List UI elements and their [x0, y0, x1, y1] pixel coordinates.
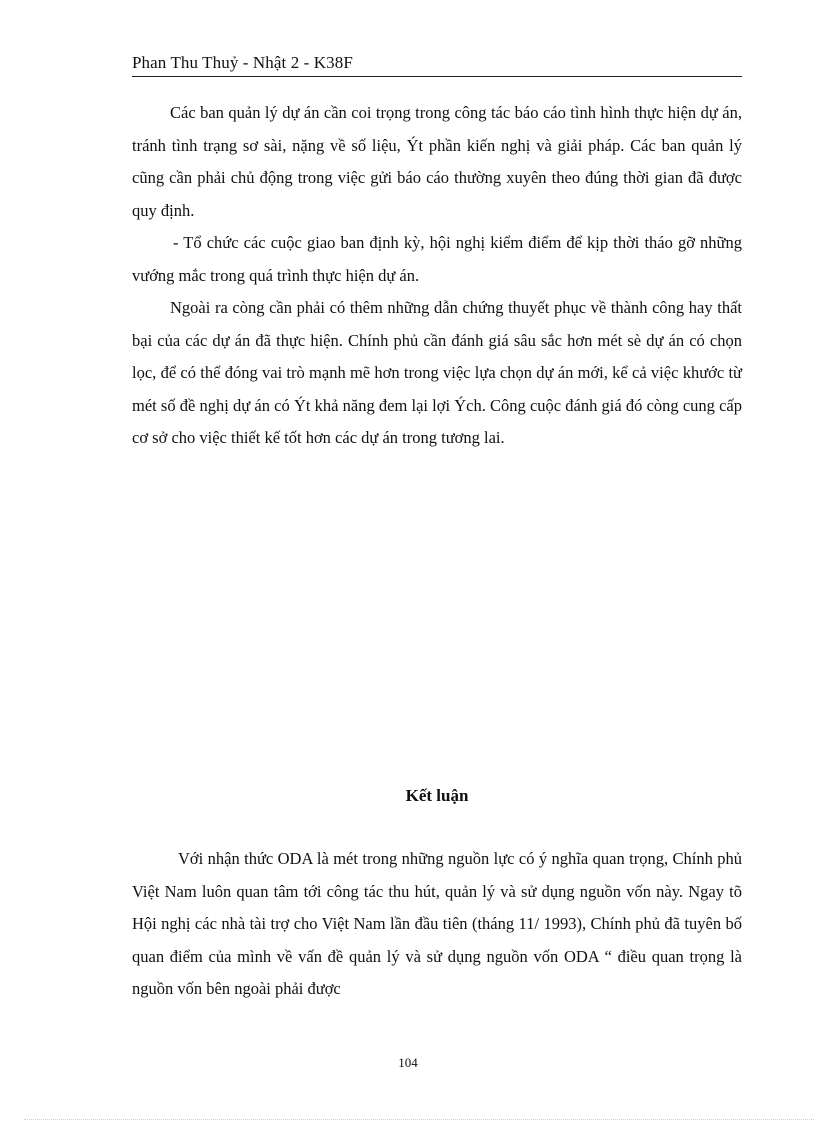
paragraph-reporting: Các ban quản lý dự án cần coi trọng trong công tác báo cáo tình hình thực hiện dự án, tránh tình trạng sơ sài, nặng về số liệu, Ýt phần kiến nghị và giải pháp. Các ban quản lý cũng cần phải chủ động trong việc gửi báo cáo thường xuyên theo đúng thời gian đã được quy định.	[132, 103, 742, 220]
body-content	[132, 97, 742, 455]
page-bottom-divider	[24, 1119, 814, 1120]
paragraph-evaluation: Ngoài ra còng cần phải có thêm những dẫn chứng thuyết phục về thành công hay thất bại của các dự án đã thực hiện. Chính phủ cần đánh giá sâu sắc hơn mét sè dự án có chọn lọc, để có thể đóng vai trò mạnh mẽ hơn trong việc lựa chọn dự án mới, kể cả việc khước từ mét số đề nghị dự án có Ýt khả năng đem lại lợi Ých. Công cuộc đánh giá đó còng cung cấp cơ sở cho việc thiết kế tốt hơn các dự án trong tương lai.	[132, 298, 742, 447]
page-header	[132, 52, 742, 77]
paragraph-meetings: - Tổ chức các cuộc giao ban định kỳ, hội nghị kiểm điểm để kịp thời tháo gỡ những vướng mắc trong quá trình thực hiện dự án.	[132, 233, 742, 285]
page-number: 104	[398, 1055, 418, 1070]
conclusion-section	[132, 843, 742, 1006]
conclusion-paragraph: Với nhận thức ODA là mét trong những nguồn lực có ý nghĩa quan trọng, Chính phủ Việt Nam luôn quan tâm tới công tác thu hút, quản lý và sử dụng nguồn vốn này. Ngay tõ Hội nghị các nhà tài trợ cho Việt Nam lần đầu tiên (tháng 11/ 1993), Chính phủ đã tuyên bố quan điểm của mình về vấn đề quản lý và sử dụng nguồn vốn ODA “ điều quan trọng là nguồn vốn bên ngoài phải được	[132, 849, 742, 998]
conclusion-heading: Kết luận	[405, 786, 469, 805]
header-title: Phan Thu Thuỷ - Nhật 2 - K38F	[132, 53, 353, 72]
